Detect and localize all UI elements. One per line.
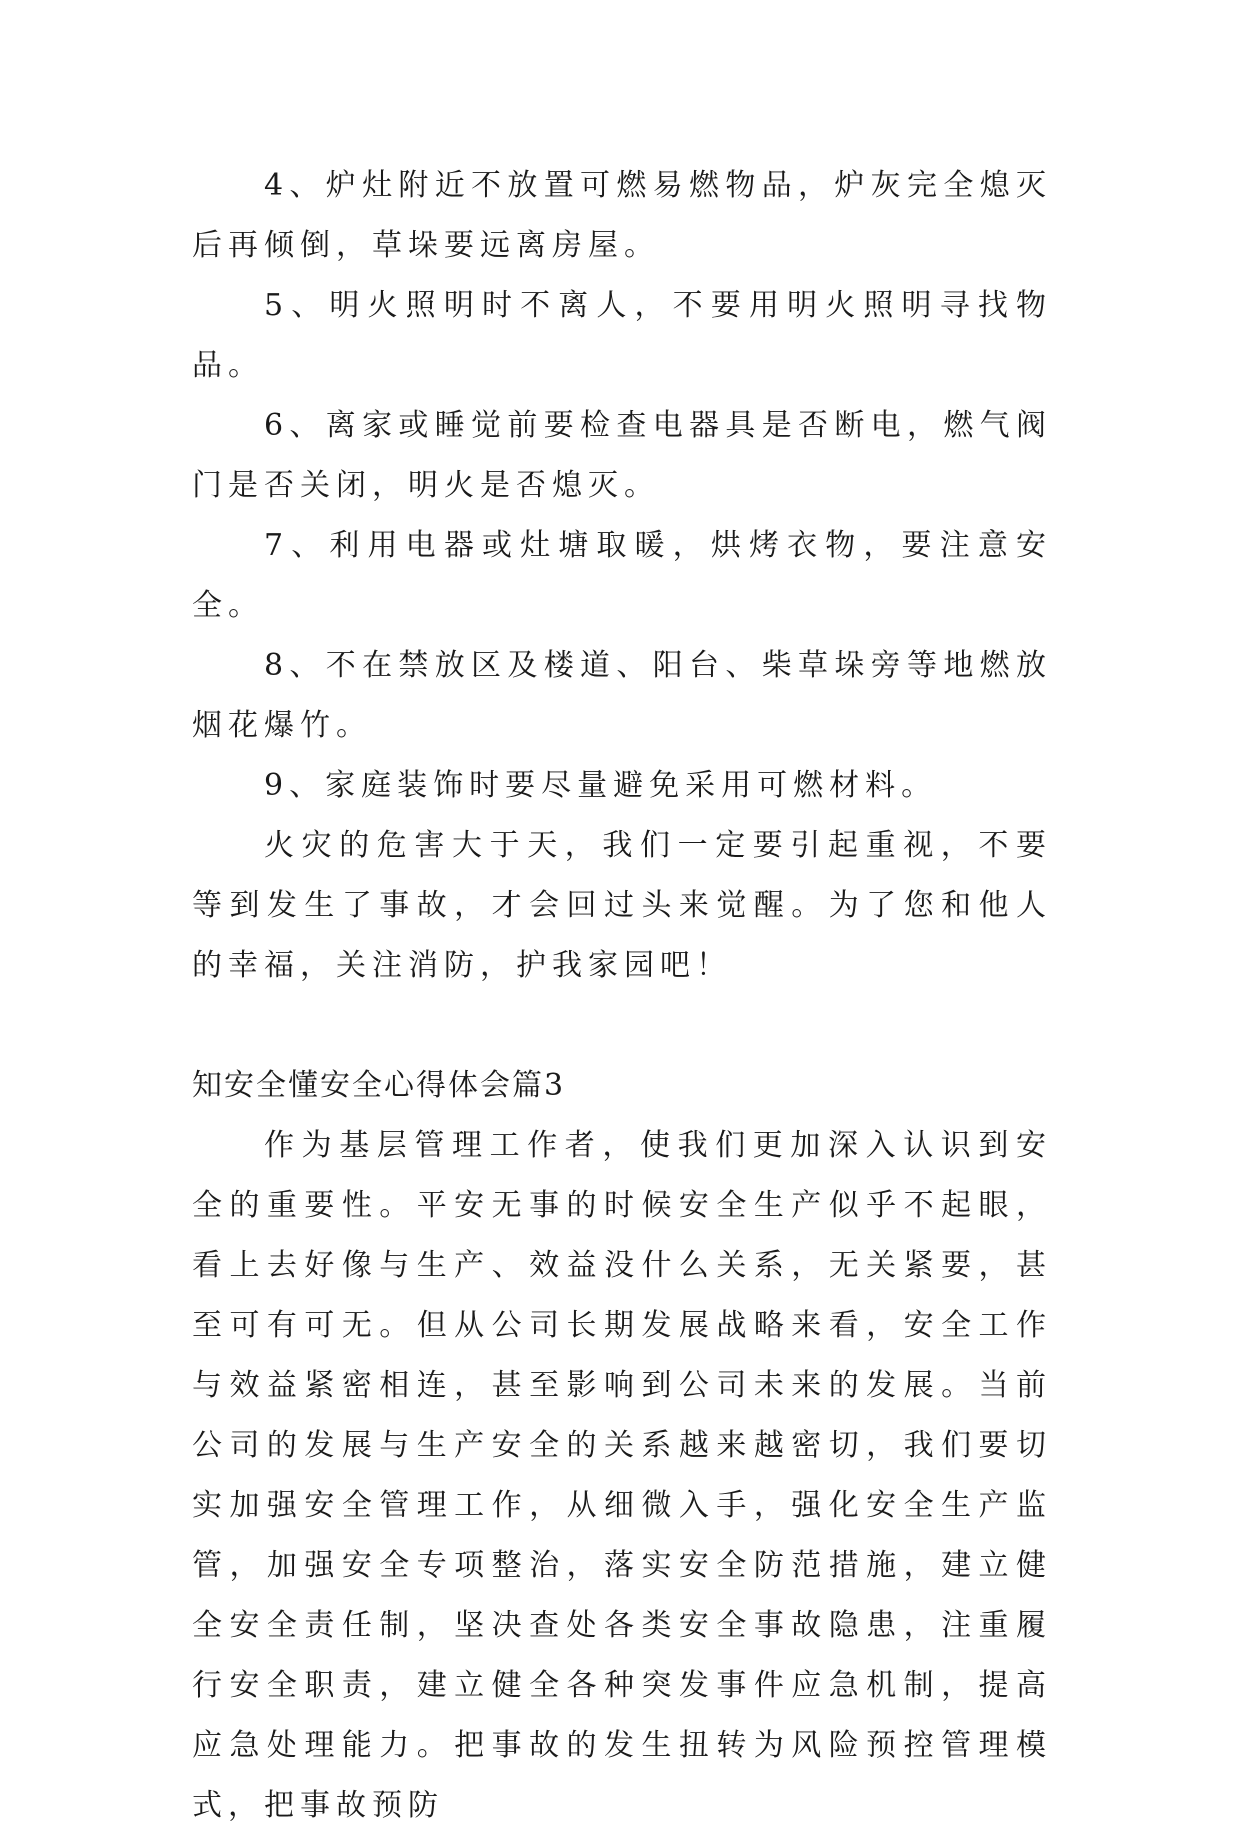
paragraph-conclusion: 火灾的危害大于天，我们一定要引起重视，不要等到发生了事故，才会回过头来觉醒。为了您和他人的幸福，关注消防，护我家园吧！ <box>192 828 1052 983</box>
paragraph-item-4: 4、炉灶附近不放置可燃易燃物品，炉灰完全熄灭后再倾倒，草垛要远离房屋。 <box>192 168 1052 263</box>
paragraph-item-8: 8、不在禁放区及楼道、阳台、柴草垛旁等地燃放烟花爆竹。 <box>192 648 1052 743</box>
paragraph-item-9: 9、家庭装饰时要尽量避免采用可燃材料。 <box>264 768 938 803</box>
section-paragraph: 作为基层管理工作者，使我们更加深入认识到安全的重要性。平安无事的时候安全生产似乎不起眼，看上去好像与生产、效益没什么关系，无关紧要，甚至可有可无。但从公司长期发展战略来看，安全工作与效益紧密相连，甚至影响到公司未来的发展。当前公司的发展与生产安全的关系越来越密切，我们要切实加强安全管理工作，从细微入手，强化安全生产监管，加强安全专项整治，落实安全防范措施，建立健全安全责任制，坚决查处各类安全事故隐患，注重履行安全职责，建立健全各种突发事件应急机制，提高应急处理能力。把事故的发生扭转为风险预控管理模式，把事故预防 <box>192 1128 1052 1823</box>
paragraph-item-6: 6、离家或睡觉前要检查电器具是否断电，燃气阀门是否关闭，明火是否熄灭。 <box>192 408 1052 503</box>
section-heading: 知安全懂安全心得体会篇3 <box>192 1068 566 1103</box>
paragraph-item-5: 5、明火照明时不离人，不要用明火照明寻找物品。 <box>192 288 1052 383</box>
document-body <box>192 156 1052 1836</box>
paragraph-item-7: 7、利用电器或灶塘取暖，烘烤衣物，要注意安全。 <box>192 528 1052 623</box>
